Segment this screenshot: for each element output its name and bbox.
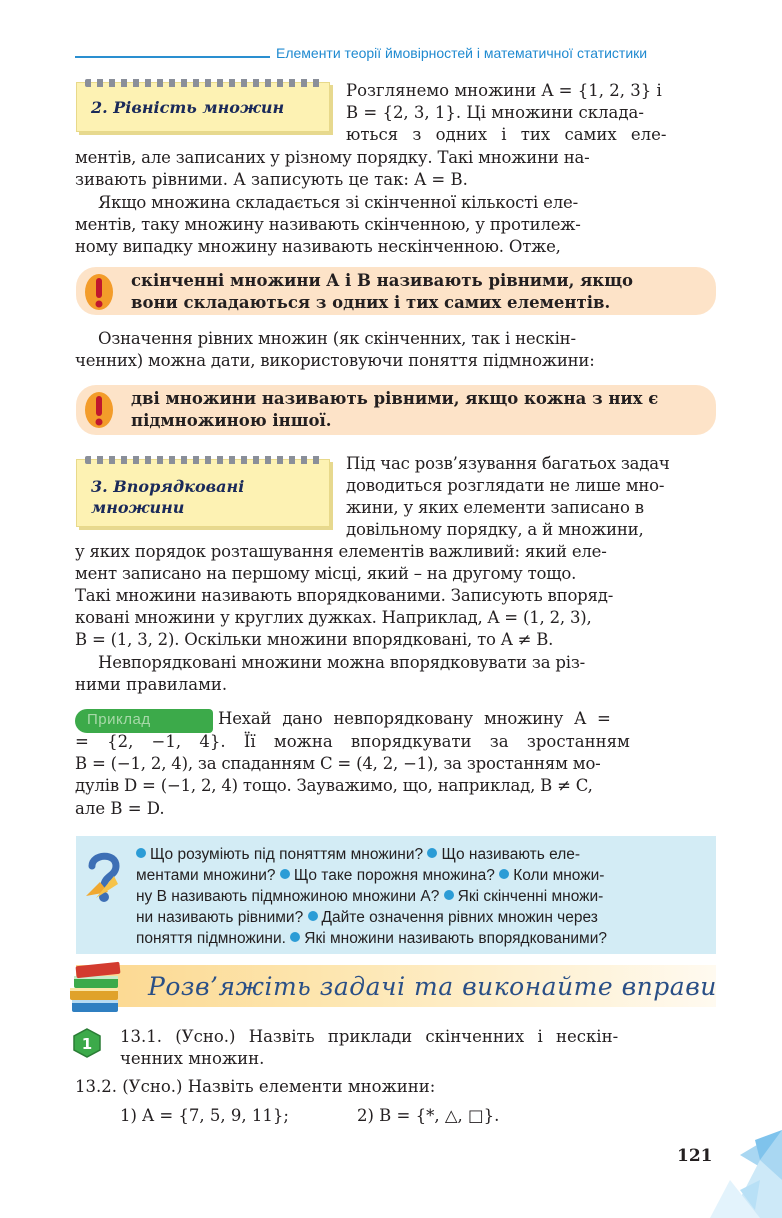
text-line: Під час розв’язування багатьох задач	[346, 454, 670, 473]
text-line: Означення рівних множин (як скінченних, так і нескін-	[98, 329, 576, 348]
definition-text: скінченні множини A і B називають рівними, якщо	[131, 271, 634, 290]
bullet-icon	[136, 848, 146, 858]
page-number: 121	[677, 1146, 713, 1166]
text-line: доводиться розглядати не лише мно-	[346, 476, 665, 495]
bullet-icon	[280, 869, 290, 879]
definition-text: дві множини називають рівними, якщо кожна з них є	[131, 389, 659, 408]
question: Що розуміють під поняттям множини?	[150, 846, 424, 863]
text-line: ченних) можна дати, використовуючи поняття підмножини:	[75, 351, 595, 370]
notepad-spiral	[85, 79, 321, 87]
text-line: але B = D.	[75, 799, 165, 818]
question: Коли множи-	[513, 867, 605, 884]
text-line: Невпорядковані множини можна впорядковувати за різ-	[98, 653, 585, 672]
exercise-item: 13.1. (Усно.) Назвіть приклади скінченних і нескін-	[120, 1027, 619, 1046]
text-line: мент записано на першому місці, який – на другому тощо.	[75, 564, 577, 583]
bullet-icon	[290, 932, 300, 942]
text-line: зивають рівними. А записують це так: A = B.	[75, 170, 468, 189]
text-line: Якщо множина складається зі скінченної кількості еле-	[98, 193, 578, 212]
books-icon	[68, 960, 128, 1018]
section-heading: 2. Рівність множин	[91, 98, 285, 117]
question-mark-icon	[84, 848, 124, 904]
definition-box	[76, 267, 716, 315]
bullet-icon	[499, 869, 509, 879]
exercises-banner	[76, 965, 716, 1007]
example-label: Приклад	[75, 709, 213, 733]
question: ментами множини?	[136, 867, 276, 884]
text-line: = {2, −1, 4}. Її можна впорядкувати за зростанням	[75, 732, 630, 751]
exclamation-icon	[84, 273, 114, 311]
exercise-item: 2) B = {*, △, □}.	[357, 1106, 500, 1125]
banner-title: Розв’яжіть задачі та виконайте вправи	[148, 972, 717, 1001]
exclamation-icon	[84, 391, 114, 429]
question: Дайте означення рівних множин через	[321, 909, 598, 926]
question: Які скінченні множи-	[457, 888, 604, 905]
text-line: дулів D = (−1, 2, 4) тощо. Зауважимо, що, наприклад, B ≠ C,	[75, 776, 593, 795]
question: ну B називають підмножиною множини A?	[136, 888, 440, 905]
svg-text:1: 1	[81, 1035, 93, 1053]
notepad-spiral	[85, 456, 321, 464]
level-1-icon	[72, 1028, 102, 1058]
definition-box	[76, 385, 716, 435]
text-line: довільному порядку, а й множини,	[346, 520, 644, 539]
section-heading: множини	[91, 498, 185, 517]
question: Які множини називають впорядкованими?	[304, 930, 607, 947]
header-rule	[75, 56, 270, 58]
exercise-item: ченних множин.	[120, 1049, 265, 1068]
section-heading-box	[76, 82, 330, 132]
text-line: ються з одних і тих самих еле-	[346, 125, 667, 144]
question: поняття підмножини.	[136, 930, 286, 947]
section-heading-box	[76, 459, 330, 527]
section-heading: 3. Впорядковані	[91, 477, 245, 496]
text-line: жини, у яких елементи записано в	[346, 498, 644, 517]
text-line: B = {2, 3, 1}. Ці множини склада-	[346, 103, 644, 122]
text-line: B = (1, 3, 2). Оскільки множини впорядковані, то A ≠ B.	[75, 630, 554, 649]
review-questions	[76, 836, 716, 954]
question: Що таке порожня множина?	[293, 867, 495, 884]
text-line: Розглянемо множини A = {1, 2, 3} і	[346, 81, 662, 100]
bullet-icon	[427, 848, 437, 858]
question: Що називають еле-	[441, 846, 581, 863]
text-line: Нехай дано невпорядковану множину A =	[218, 709, 611, 728]
text-line: у яких порядок розташування елементів важливий: який еле-	[75, 542, 607, 561]
definition-text: підмножиною іншої.	[131, 411, 332, 430]
question: ни називають рівними?	[136, 909, 304, 926]
exercise-item: 13.2. (Усно.) Назвіть елементи множини:	[75, 1077, 436, 1096]
bullet-icon	[308, 911, 318, 921]
bullet-icon	[444, 890, 454, 900]
text-line: ментів, таку множину називають скінченною, у протилеж-	[75, 215, 581, 234]
text-line: ковані множини у круглих дужках. Наприклад, A = (1, 2, 3),	[75, 608, 592, 627]
text-line: ними правилами.	[75, 675, 228, 694]
text-line: B = (−1, 2, 4), за спаданням C = (4, 2, −1), за зростанням мо-	[75, 754, 601, 773]
text-line: ному випадку множину називають нескінченною. Отже,	[75, 237, 561, 256]
text-line: Такі множини називають впорядкованими. Записують впоряд-	[75, 586, 614, 605]
running-header: Елементи теорії ймовірностей і математичної статистики	[276, 45, 648, 61]
corner-decoration	[700, 1120, 782, 1218]
text-line: ментів, але записаних у різному порядку. Такі множини на-	[75, 148, 590, 167]
definition-text: вони складаються з одних і тих самих елементів.	[131, 293, 611, 312]
exercise-item: 1) A = {7, 5, 9, 11};	[120, 1106, 289, 1125]
